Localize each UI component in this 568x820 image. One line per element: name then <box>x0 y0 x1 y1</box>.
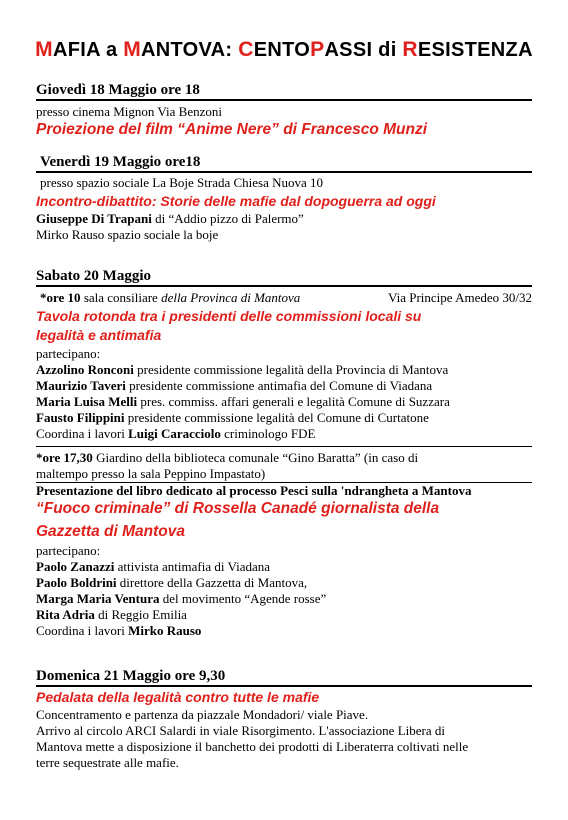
coordinator-name: Mirko Rauso <box>128 623 202 638</box>
session-2-event-line-1: “Fuoco criminale” di Rossella Canadé giornalista della <box>36 500 440 517</box>
coordinator-role: criminologo FDE <box>220 426 316 441</box>
thursday-place: presso cinema Mignon Via Benzoni <box>36 104 222 119</box>
section-sunday <box>36 668 532 771</box>
participant-role: di Reggio Emilia <box>94 607 187 622</box>
title-rest-5: ESISTENZA <box>417 39 533 61</box>
session-1-coordinator <box>36 426 532 446</box>
participant-role: presidente commissione legalità del Comune di Curtatone <box>124 410 429 425</box>
speaker-role: di “Addio pizzo di Palermo” <box>151 211 304 226</box>
session-2-coordinator <box>36 623 532 639</box>
participant-name: Paolo Zanazzi <box>36 559 115 574</box>
friday-event: Incontro-dibattito: Storie delle mafie dal dopoguerra ad oggi <box>36 193 436 209</box>
session-1-time: *ore 10 <box>40 290 81 305</box>
section-thursday <box>36 82 532 140</box>
participant-row <box>36 559 532 575</box>
participant-name: Marga Maria Ventura <box>36 591 160 606</box>
sunday-line-2: Arrivo al circolo ARCI Salardi in viale Risorgimento. L'associazione Libera di <box>36 723 445 738</box>
participant-name: Paolo Boldrini <box>36 575 117 590</box>
participant-role: del movimento “Agende rosse” <box>159 591 327 606</box>
participant-row <box>36 362 532 378</box>
session-1-place-a: sala consiliare <box>80 290 162 305</box>
participant-name: Rita Adria <box>36 607 95 622</box>
title-cap-3: C <box>238 38 254 61</box>
session-1-participants-label: partecipano: <box>36 346 101 361</box>
thursday-event: Proiezione del film “Anime Nere” di Francesco Munzi <box>36 121 428 138</box>
title-cap-5: R <box>402 38 418 61</box>
participant-row <box>36 607 532 623</box>
participant-role: direttore della Gazzetta di Mantova, <box>116 575 308 590</box>
friday-speaker-1 <box>36 211 532 227</box>
session-1-event-line-2: legalità e antimafia <box>36 327 162 343</box>
friday-place: presso spazio sociale La Boje Strada Chiesa Nuova 10 <box>40 175 324 190</box>
participant-row <box>36 591 532 607</box>
session-2 <box>36 446 532 639</box>
speaker-name: Giuseppe Di Trapani <box>36 211 152 226</box>
title-cap-4: P <box>310 38 325 61</box>
session-1-event-line-1: Tavola rotonda tra i presidenti delle commissioni locali su <box>36 308 422 324</box>
coordinator-label: Coordina i lavori <box>36 623 129 638</box>
title-rest-2: ANTOVA: <box>141 39 239 61</box>
coordinator-label: Coordina i lavori <box>36 426 129 441</box>
participant-row <box>36 394 532 410</box>
session-1-header <box>36 289 532 306</box>
participant-name: Fausto Filippini <box>36 410 125 425</box>
participant-role: presidente commissione legalità della Provincia di Mantova <box>133 362 449 377</box>
title-rest-4: ASSI di <box>324 39 403 61</box>
section-saturday <box>36 268 532 639</box>
sunday-line-1: Concentramento e partenza da piazzale Mondadori/ viale Piave. <box>36 707 369 722</box>
session-2-time: *ore 17,30 <box>36 450 93 465</box>
participant-name: Maria Luisa Melli <box>36 394 138 409</box>
coordinator-name: Luigi Caracciolo <box>128 426 221 441</box>
session-2-place-line-1 <box>36 450 532 466</box>
title-rest-3: ENTO <box>253 39 311 61</box>
participant-row <box>36 378 532 394</box>
friday-speaker-2: Mirko Rauso spazio sociale la boje <box>36 227 219 242</box>
sunday-heading: Domenica 21 Maggio ore 9,30 <box>36 668 532 687</box>
sunday-event: Pedalata della legalità contro tutte le mafie <box>36 689 320 705</box>
session-2-event-line-2: Gazzetta di Mantova <box>36 523 185 540</box>
title-cap-1: M <box>35 38 53 61</box>
participant-role: presidente commissione antimafia del Comune di Viadana <box>125 378 433 393</box>
participant-role: attivista antimafia di Viadana <box>114 559 271 574</box>
saturday-heading: Sabato 20 Maggio <box>36 268 532 287</box>
participant-row <box>36 410 532 426</box>
session-2-participants-label: partecipano: <box>36 543 101 558</box>
thursday-heading: Giovedì 18 Maggio ore 18 <box>36 82 532 101</box>
title-cap-2: M <box>123 38 142 61</box>
friday-heading: Venerdì 19 Maggio ore18 <box>36 154 532 173</box>
title-rest-1: AFIA a <box>52 39 124 61</box>
sunday-line-4: terre sequestrate alle mafie. <box>36 755 179 770</box>
participant-row <box>36 575 532 591</box>
participant-name: Azzolino Ronconi <box>36 362 134 377</box>
session-1-place-b: della Provinca di Mantova <box>161 290 301 305</box>
section-friday <box>36 154 532 243</box>
participant-role: pres. commiss. affari generali e legalità Comune di Suzzara <box>137 394 450 409</box>
session-2-presentation: Presentazione del libro dedicato al processo Pesci sulla 'ndrangheta a Mantova <box>36 482 532 499</box>
session-1-address: Via Principe Amedeo 30/32 <box>388 290 532 305</box>
flyer-title <box>0 38 568 62</box>
session-2-place-line-2: maltempo presso la sala Peppino Impastato) <box>36 466 266 481</box>
sunday-line-3: Mantova mette a disposizione il banchetto dei prodotti di Liberaterra coltivati nelle <box>36 739 469 754</box>
participant-name: Maurizio Taveri <box>36 378 126 393</box>
session-2-place-a: Giardino della biblioteca comunale “Gino Baratta” (in caso di <box>92 450 419 465</box>
